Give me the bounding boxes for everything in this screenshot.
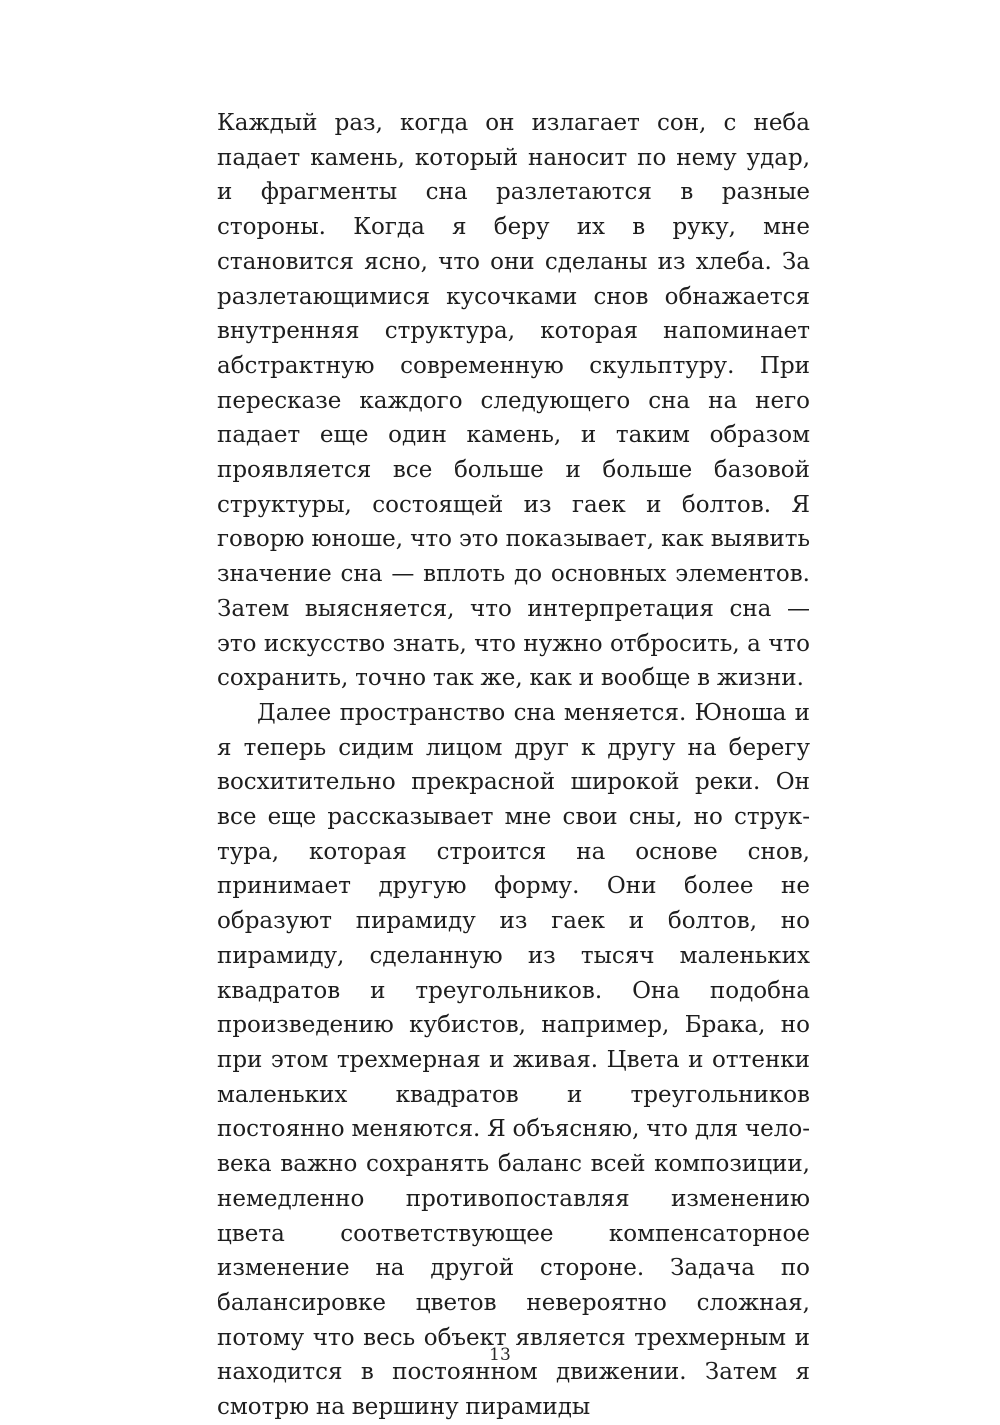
paragraph-2: Далее пространство сна меняется. Юноша и я теперь сидим лицом друг к другу на берегу восхитительно прекрасной широкой реки. Он все еще рассказывает мне свои сны, но структура, которая строится на основе снов, принимает другую форму. Они более не образуют пирамиду из гаек и болтов, но пирамиду, сделанную из тысяч маленьких квадратов и треугольников. Она подобна произведению кубистов, например, Брака, но при этом трехмерная и живая. Цвета и оттенки маленьких квадратов и треугольников постоянно меняются. Я объясняю, что для человека важно сохранять баланс всей композиции, немедленно противопоставляя изменению цвета соответствующее компенсаторное изменение на другой стороне. Задача по балансировке цветов невероятно сложная, потому что весь объект является трехмерным и находится в постоянном движении. Затем я смотрю на вершину пирамиды [217, 699, 810, 1421]
body-text [217, 106, 810, 1425]
page-number: 13 [489, 1345, 511, 1365]
paragraph-1: Каждый раз, когда он излагает сон, с неба падает камень, который наносит по нему удар, и фрагменты сна разлетаются в разные стороны. Когда я беру их в руку, мне становится ясно, что они сделаны из хлеба. За разлетающимися кусочками снов обнажается внутренняя структура, которая напоминает абстрактную современную скульптуру. При пересказе каждого следующего сна на него падает еще один камень, и таким образом проявляется все больше и больше базовой структуры, состоящей из гаек и болтов. Я говорю юноше, что это показывает, как выявить значение сна — вплоть до основных элементов. Затем выясняется, что интерпретация сна — это искусство знать, что нужно отбросить, а что сохранить, точно так же, как и вообще в жизни. [217, 110, 810, 692]
